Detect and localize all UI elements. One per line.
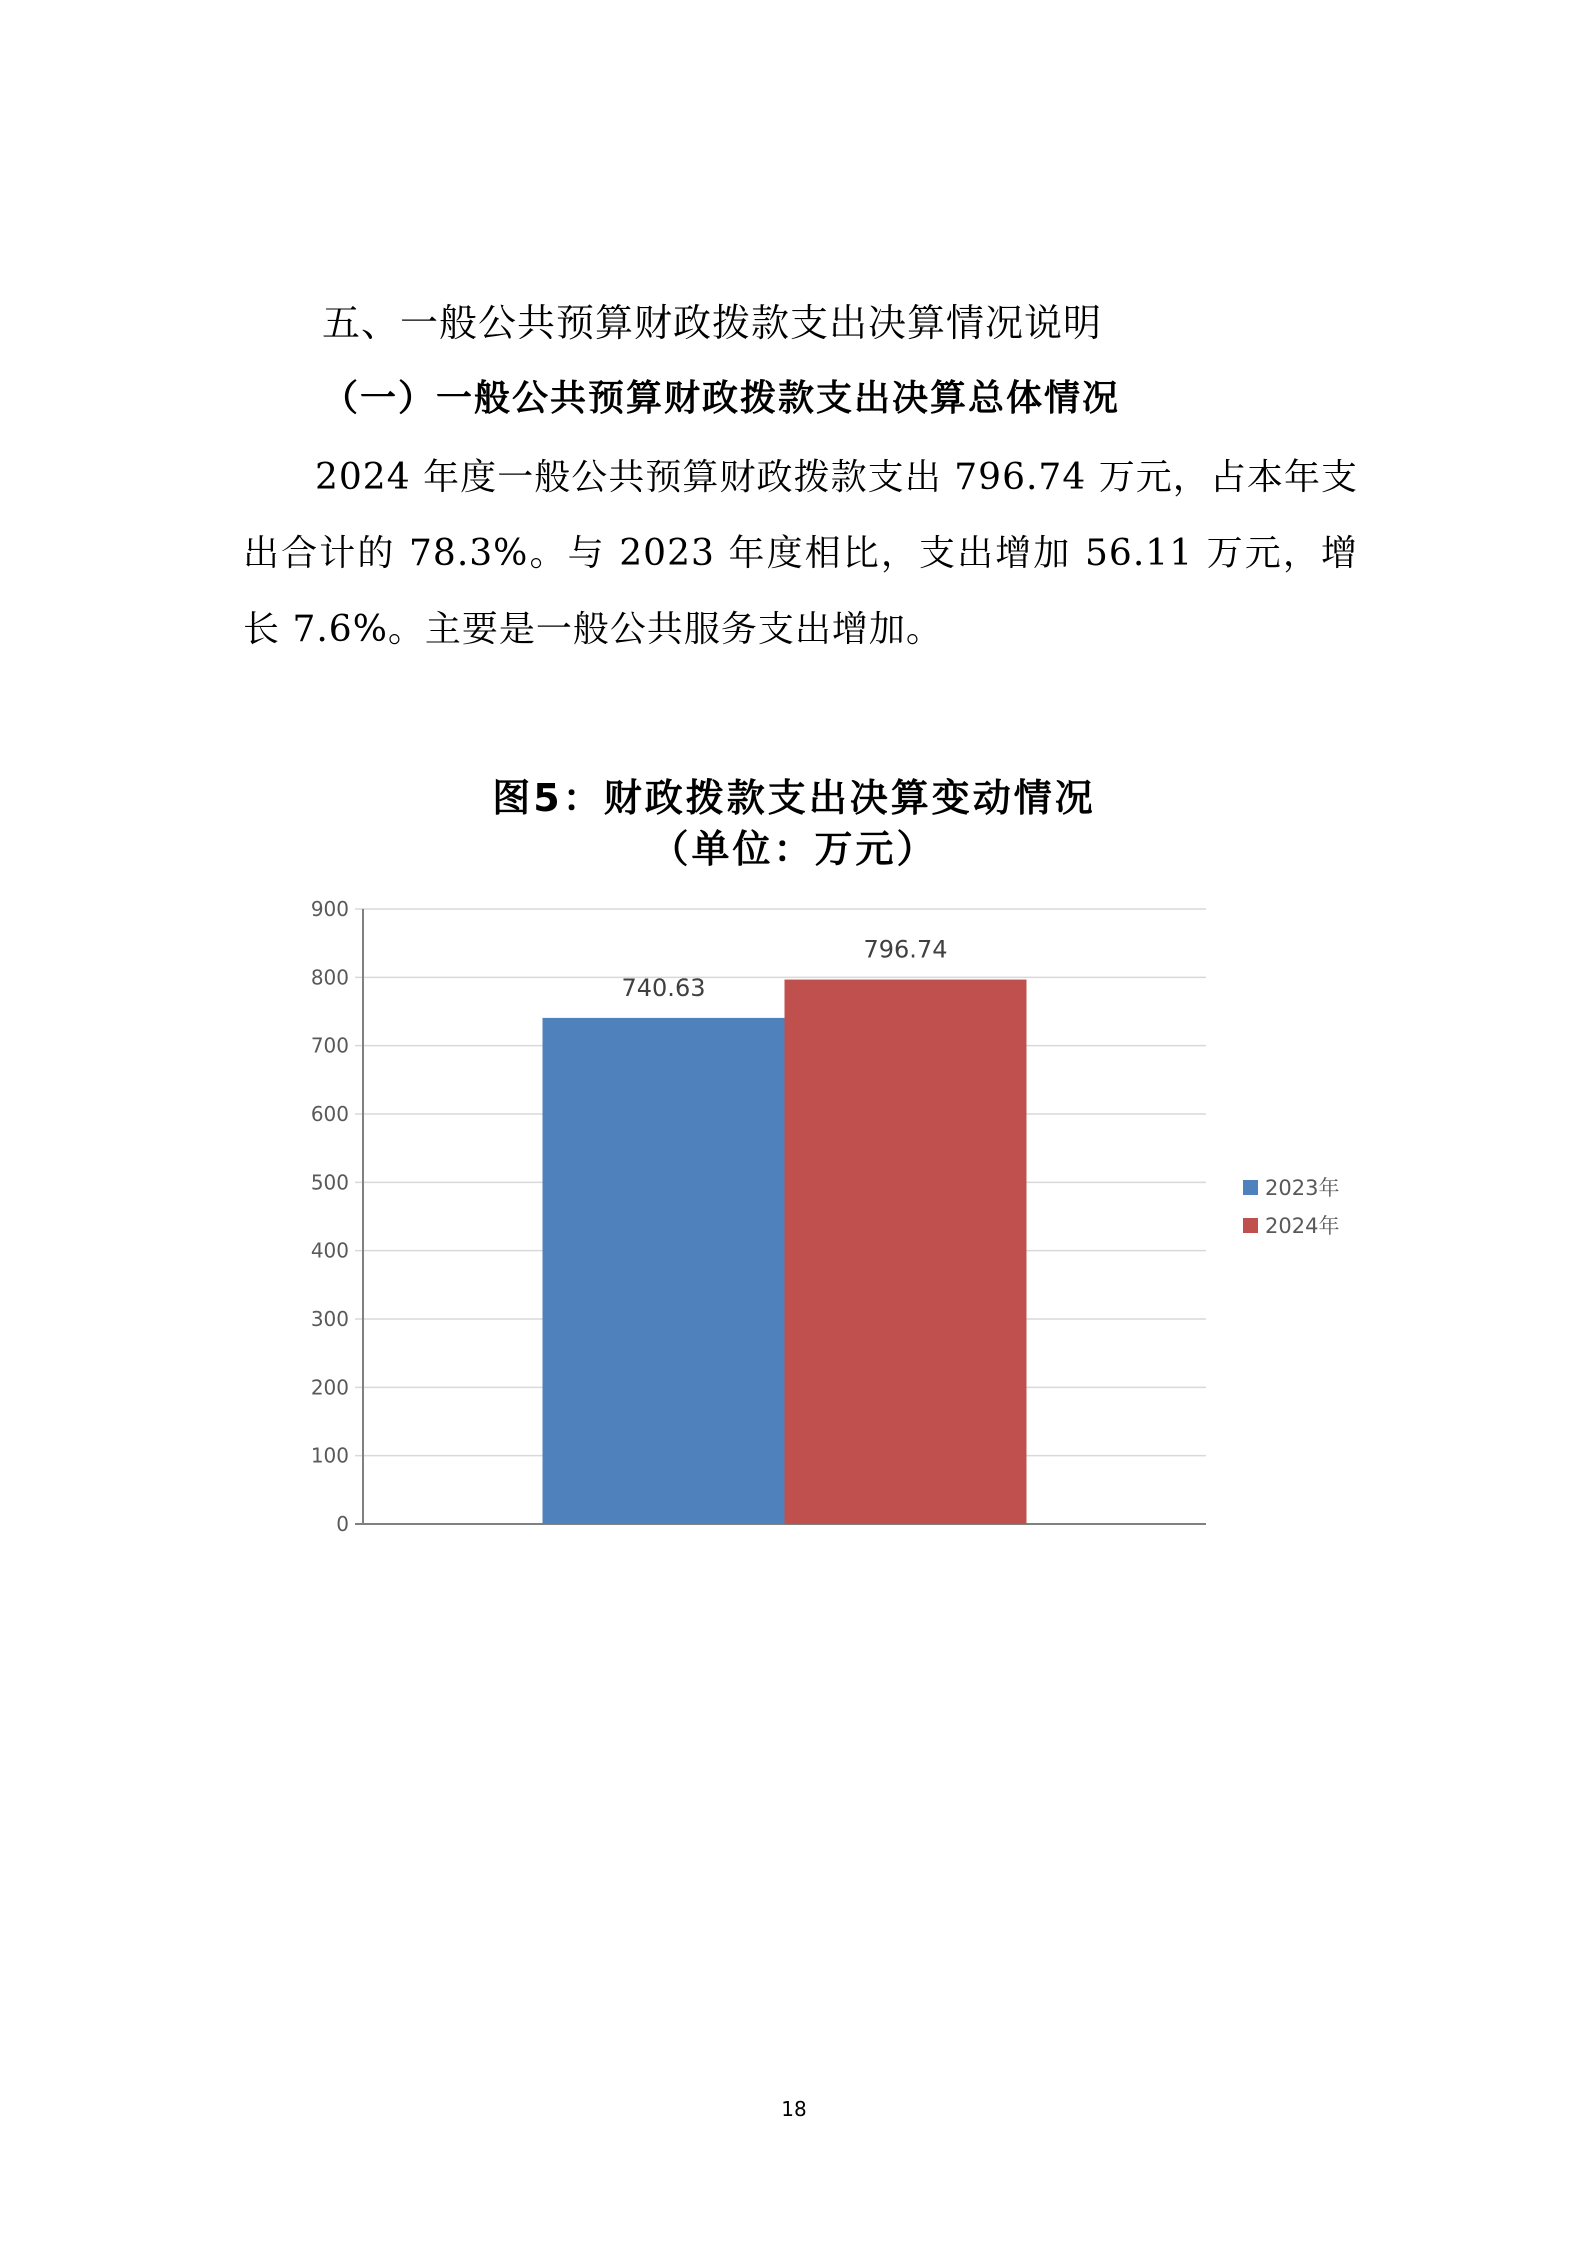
- body-paragraph: 2024 年度一般公共预算财政拨款支出 796.74 万元，占本年支出合计的 78.3%。与 2023 年度相比，支出增加 56.11 万元，增长 7.6%。主要是一般公共服务支出增加。: [243, 457, 1358, 650]
- data-label: 796.74: [863, 935, 948, 964]
- subsection-heading: （一）一般公共预算财政拨款支出决算总体情况: [322, 378, 1121, 419]
- bar-2024年: [785, 980, 1027, 1524]
- section-heading: 五、一般公共预算财政拨款支出决算情况说明: [322, 301, 1103, 345]
- y-tick-label: 0: [336, 1512, 349, 1536]
- y-tick-label: 200: [310, 1375, 349, 1400]
- legend-swatch: [1243, 1218, 1258, 1233]
- y-tick-label: 900: [310, 897, 349, 921]
- y-tick-label: 500: [310, 1170, 349, 1195]
- y-tick-label: 300: [310, 1307, 349, 1331]
- chart-subtitle: （单位：万元）: [650, 827, 938, 871]
- chart-title: 图5：财政拨款支出决算变动情况: [492, 776, 1096, 820]
- data-label: 740.63: [621, 973, 706, 1002]
- y-tick-label: 800: [310, 965, 349, 990]
- page-number: 18: [781, 2097, 807, 2121]
- y-tick-label: 400: [310, 1238, 349, 1263]
- y-tick-label: 600: [310, 1102, 349, 1126]
- legend-label: 2024年: [1265, 1214, 1340, 1238]
- bar-2023年: [543, 1018, 785, 1524]
- y-tick-label: 100: [310, 1443, 349, 1468]
- y-tick-label: 700: [310, 1033, 349, 1058]
- legend-label: 2023年: [1265, 1176, 1340, 1200]
- legend-swatch: [1243, 1180, 1258, 1195]
